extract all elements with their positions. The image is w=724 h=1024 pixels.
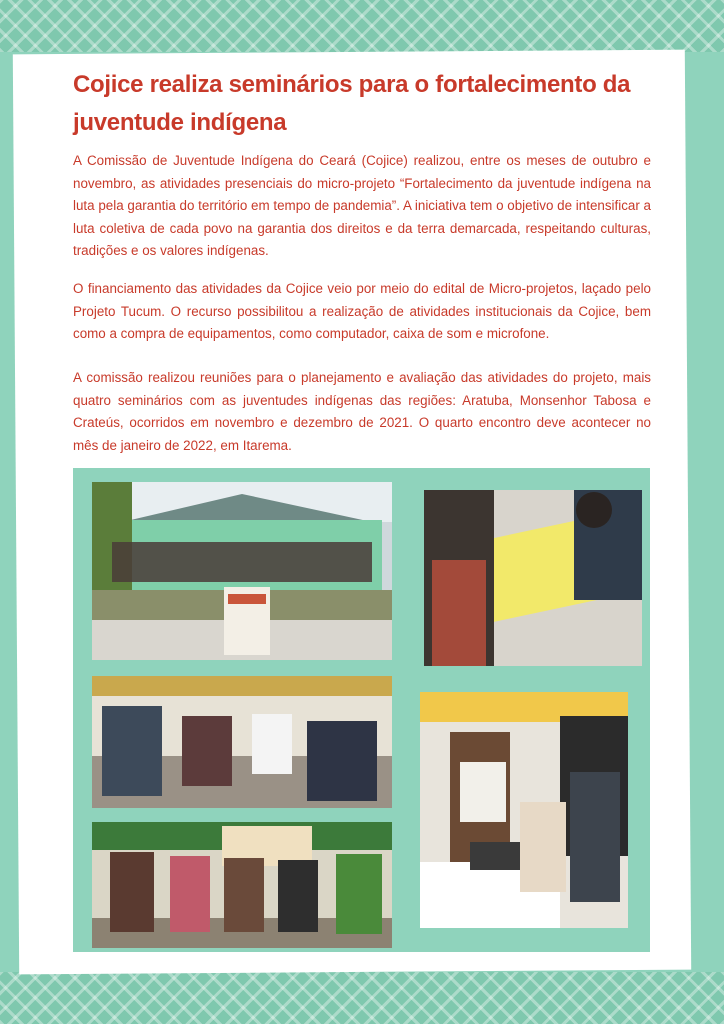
presentation-photo (420, 692, 628, 928)
meeting-circle-photo (92, 676, 392, 808)
article-paragraph-3: A comissão realizou reuniões para o planejamento e avaliação das atividades do projeto, mais quatro seminários com as juventudes indígenas das regiões: Aratuba, Monsenhor Tabosa e Crateús, ocorridos em novembro e dezembro de 2021. O quarto encontro deve acontecer no mês de janeiro de 2022, em Itarema. (73, 370, 651, 453)
panel-speakers-photo (92, 822, 392, 948)
article-title: Cojice realiza seminários para o fortalecimento da juventude indígena (73, 71, 631, 136)
poster-writing-photo (424, 490, 642, 666)
article-paragraph-2: O financiamento das atividades da Cojice veio por meio do edital de Micro-projetos, laçado pelo Projeto Tucum. O recurso possibilitou a realização de atividades institucionais da Cojice, bem como a compra de equipamentos, como computador, caixa de som e microfone. (73, 281, 651, 342)
article-paragraph-1: A Comissão de Juventude Indígena do Ceará (Cojice) realizou, entre os meses de outubro e novembro, as atividades presenciais do micro-projeto “Fortalecimento da juventude indígena na luta pela garantia do território em tempo de pandemia”. A iniciativa tem o objetivo de intensificar a luta coletiva de cada povo na garantia dos direitos e da terra demarcada, respeitando culturas, tradições e os valores indígenas. (73, 153, 651, 259)
group-photo-outdoor (92, 482, 392, 660)
